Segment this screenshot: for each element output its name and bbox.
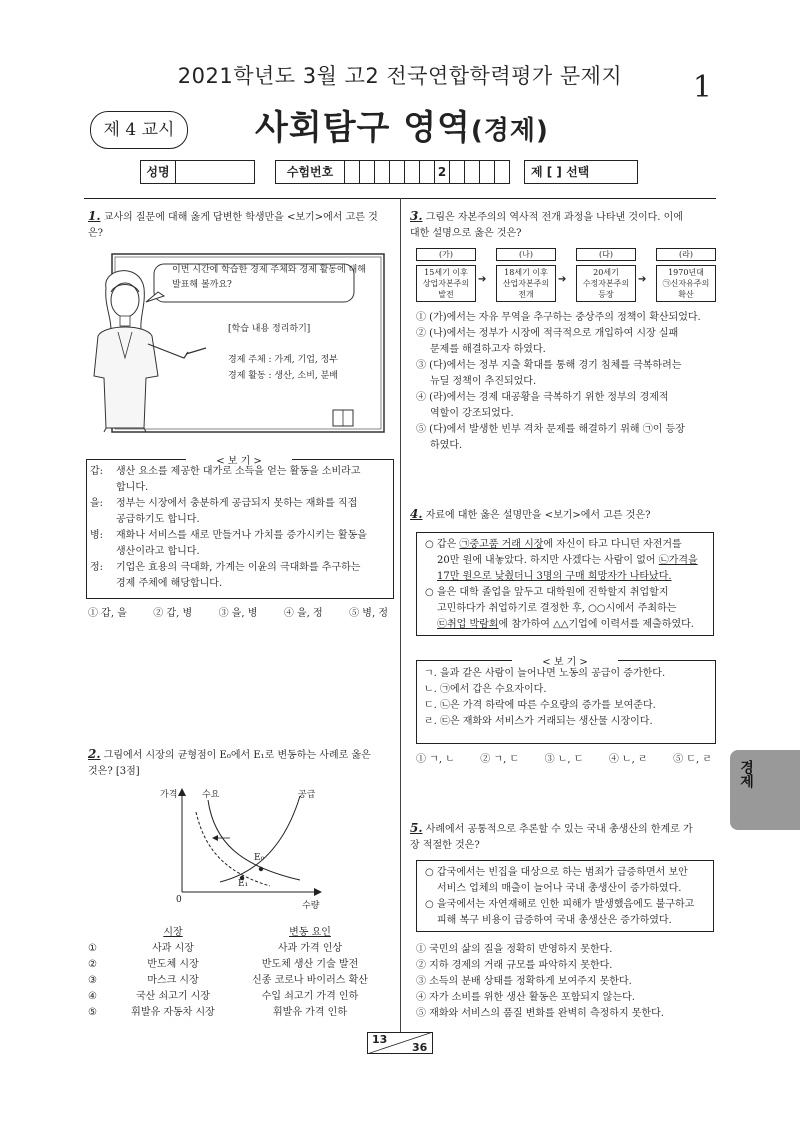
- exam-no-box[interactable]: [390, 160, 405, 184]
- q5-options: [416, 942, 716, 1022]
- q1-bogi-item: 을: 정부는 시장에서 충분하게 공급되지 못하는 재화를 직접 공급하기도 합니다.: [90, 498, 358, 525]
- q1-option[interactable]: ① 갑, 을: [88, 608, 127, 619]
- graph-y-label: 가격: [160, 790, 178, 800]
- q3-number: 3.: [410, 209, 423, 223]
- q4-case-box: [416, 532, 714, 636]
- q1-bogi-item: 갑: 생산 요소를 제공한 대가로 소득을 얻는 활동을 소비라고 합니다.: [90, 466, 361, 493]
- q3-stem: [410, 208, 716, 242]
- q5-stem-l1: 사례에서 공통적으로 추론할 수 있는 국내 총생산의 한계로 가: [425, 824, 693, 835]
- q5-stem-l2: 장 적절한 것은?: [410, 840, 480, 851]
- exam-no-box[interactable]: [480, 160, 495, 184]
- q4-bogi-list: [424, 666, 712, 730]
- choice-label[interactable]: 제 [ ] 선택: [524, 160, 638, 184]
- q5-option[interactable]: ④ 자가 소비를 위한 생산 활동은 포함되지 않는다.: [416, 992, 635, 1003]
- q1-bogi-list: [90, 464, 390, 592]
- q1-stem: [88, 208, 392, 242]
- q4-options: [416, 752, 712, 768]
- q2-stem: [88, 746, 392, 780]
- graph-origin: 0: [176, 895, 182, 905]
- exam-no-box[interactable]: [495, 160, 510, 184]
- flow-arrow-icon: ➔: [478, 274, 487, 285]
- q3-option[interactable]: ① (가)에서는 자유 무역을 추구하는 중상주의 정책이 확산되었다.: [416, 312, 701, 323]
- q1-options: [88, 606, 388, 622]
- q4-bogi-item: ㄱ. 을과 같은 사람이 늘어나면 노동의 공급이 증가한다.: [424, 668, 666, 679]
- flow-stage: (다) 20세기 수정자본주의 등장: [576, 248, 636, 298]
- capitalism-flow: [416, 248, 716, 298]
- q4-case2: ○ 을은 대학 졸업을 앞두고 대학원에 진학할지 취업할지 고민하다가 취업하기로 결정한 후, ○○시에서 주최하는 ㉢취업 박람회에 참가하여 △△기업에 이력서를 제출하였다.: [425, 587, 694, 630]
- supply-demand-graph: [150, 782, 350, 912]
- flow-arrow-icon: ➔: [638, 274, 647, 285]
- page-number: 1: [692, 70, 712, 105]
- q5-stem: [410, 820, 716, 854]
- q2-stem-l1: 그림에서 시장의 균형점이 E₀에서 E₁로 변동하는 사례로 옳은: [103, 750, 371, 761]
- q2-col-factor: 변동 요인: [289, 927, 331, 938]
- q2-table-row[interactable]: ⑤ 휘발유 자동차 시장 휘발유 가격 인하: [88, 1007, 347, 1018]
- q4-bogi-title: < 보 기 >: [512, 653, 618, 668]
- q2-table-row[interactable]: ② 반도체 시장 반도체 생산 기술 발전: [88, 959, 359, 970]
- column-divider: [400, 198, 401, 1036]
- q3-stem-l1: 그림은 자본주의의 역사적 전개 과정을 나타낸 것이다. 이에: [425, 212, 683, 223]
- q5-option[interactable]: ⑤ 재화와 서비스의 품질 변화를 완벽히 측정하지 못한다.: [416, 1008, 664, 1019]
- flow-arrow-icon: ➔: [558, 274, 567, 285]
- exam-title: 2021학년도 3월 고2 전국연합학력평가 문제지: [177, 64, 623, 88]
- q1-option[interactable]: ④ 을, 정: [283, 608, 323, 619]
- q1-bogi-item: 정: 기업은 효용의 극대화, 가계는 이윤의 극대화를 추구하는 경제 주체에 해당합니다.: [90, 562, 361, 589]
- q2-table-row[interactable]: ④ 국산 쇠고기 시장 수입 쇠고기 가격 인하: [88, 991, 359, 1002]
- q1-board-head: [학습 내용 정리하기]: [228, 324, 311, 334]
- graph-e1-label: E₁: [238, 879, 249, 889]
- exam-no-box[interactable]: [465, 160, 480, 184]
- q4-bogi-item: ㄴ. ㉠에서 갑은 수요자이다.: [424, 684, 547, 695]
- q2-table-header: [88, 925, 392, 941]
- exam-no-box[interactable]: [405, 160, 420, 184]
- flow-stage: (나) 18세기 이후 산업자본주의 전개: [496, 248, 556, 298]
- page-counter-total: 36: [412, 1041, 428, 1054]
- q5-option[interactable]: ① 국민의 삶의 질을 정확히 반영하지 못한다.: [416, 944, 613, 955]
- q4-number: 4.: [410, 507, 423, 521]
- q4-option[interactable]: ② ㄱ, ㄷ: [480, 754, 520, 765]
- exam-no-box[interactable]: [450, 160, 465, 184]
- q4-bogi-item: ㄷ. ㉡은 가격 하락에 따른 수요량의 증가를 보여준다.: [424, 700, 656, 711]
- q4-stem: [410, 506, 716, 524]
- q4-option[interactable]: ⑤ ㄷ, ㄹ: [673, 754, 712, 765]
- exam-no-label: 수험번호: [275, 160, 345, 184]
- demand-curve: [208, 800, 300, 880]
- q4-bogi-item: ㄹ. ㉢은 재화와 서비스가 거래되는 생산물 시장이다.: [424, 716, 653, 727]
- q1-stem-text: 교사의 질문에 대해 옳게 답변한 학생만을 <보기>에서 고른 것은?: [88, 212, 378, 239]
- graph-x-label: 수량: [302, 901, 320, 911]
- exam-no-box[interactable]: [420, 160, 435, 184]
- q1-bogi-title: < 보 기 >: [186, 452, 292, 467]
- q4-option[interactable]: ① ㄱ, ㄴ: [416, 754, 455, 765]
- subject-side-tab: [730, 750, 800, 830]
- q2-table-row[interactable]: ③ 마스크 시장 신종 코로나 바이러스 확산: [88, 975, 368, 986]
- exam-no-digit: 2: [435, 160, 450, 184]
- q1-number: 1.: [88, 209, 101, 223]
- q5-case1: ○ 갑국에서는 빈집을 대상으로 하는 범죄가 급증하면서 보안 서비스 업체의 매출이 늘어나 국내 총생산이 증가하였다.: [425, 867, 688, 894]
- e0-point: [259, 867, 263, 871]
- graph-supply-label: 공급: [298, 790, 316, 800]
- q3-option[interactable]: ④ (라)에서는 경제 대공황을 극복하기 위한 정부의 경제적 역할이 강조되었다.: [416, 392, 669, 419]
- q2-col-market: 시장: [163, 927, 183, 938]
- q4-case1: ○ 갑은 ㉠중고품 거래 시장에 자신이 타고 다니던 자전거를 20만 원에 내놓았다. 하지만 사겠다는 사람이 없어 ㉡가격을 17만 원으로 낮췄더니 3명의 구매 희망자가 나타났다.: [425, 539, 698, 582]
- q5-case-box: [416, 860, 714, 932]
- subject-main: 사회탐구 영역: [255, 108, 471, 148]
- q1-board-line2: 경제 활동 : 생산, 소비, 분배: [228, 371, 338, 381]
- q5-option[interactable]: ③ 소득의 분배 상태를 정확하게 보여주지 못한다.: [416, 976, 632, 987]
- q1-bubble-text: 이번 시간에 학습한 경제 주체와 경제 활동에 대해 발표해 볼까요?: [172, 265, 366, 290]
- graph-e0-label: E₀: [254, 853, 265, 863]
- q5-option[interactable]: ② 지하 경제의 거래 규모를 파악하지 못한다.: [416, 960, 613, 971]
- subject-title: [255, 100, 549, 149]
- subject-paren: (경제): [470, 116, 549, 146]
- flow-stage: (라) 1970년대 ㉠신자유주의 확산: [656, 248, 716, 298]
- name-field[interactable]: [176, 160, 255, 184]
- q2-table: [88, 925, 392, 1021]
- q5-number: 5.: [410, 821, 423, 835]
- q1-board-line1: 경제 주체 : 가계, 기업, 정부: [228, 355, 338, 365]
- q3-option[interactable]: ② (나)에서는 정부가 시장에 적극적으로 개입하여 시장 실패 문제를 해결하고자 하였다.: [416, 328, 679, 355]
- q1-option[interactable]: ⑤ 병, 정: [349, 608, 388, 619]
- q1-bogi-item: 병: 재화나 서비스를 새로 만들거나 가치를 증가시키는 활동을 생산이라고 합니다.: [90, 530, 367, 557]
- exam-no-box[interactable]: [375, 160, 390, 184]
- graph-demand-label: 수요: [202, 790, 220, 800]
- exam-no-box[interactable]: [345, 160, 360, 184]
- q3-option[interactable]: ⑤ (다)에서 발생한 빈부 격차 문제를 해결하기 위해 ㉠이 등장 하였다.: [416, 424, 685, 451]
- page-counter-current: 13: [372, 1033, 388, 1046]
- id-row: [140, 160, 638, 184]
- q2-number: 2.: [88, 747, 101, 761]
- q3-option[interactable]: ③ (다)에서는 정부 지출 확대를 통해 경기 침체를 극복하려는 뉴딜 정책이 추진되었다.: [416, 360, 682, 387]
- q2-stem-l2: 것은? [3점]: [88, 766, 140, 777]
- q5-case2: ○ 을국에서는 자연재해로 인한 피해가 발생했음에도 불구하고 피해 복구 비용이 급증하여 국내 총생산은 증가하였다.: [425, 899, 695, 926]
- q4-option[interactable]: ④ ㄴ, ㄹ: [608, 754, 648, 765]
- q3-stem-l2: 대한 설명으로 옳은 것은?: [410, 228, 522, 239]
- name-label: 성명: [140, 160, 176, 184]
- q4-stem-text: 자료에 대한 옳은 설명만을 <보기>에서 고른 것은?: [425, 510, 651, 521]
- q1-option[interactable]: ③ 을, 병: [218, 608, 258, 619]
- q3-options: [416, 310, 716, 454]
- q2-table-row[interactable]: ① 사과 시장 사과 가격 인상: [88, 943, 343, 954]
- flow-stage: (가) 15세기 이후 상업자본주의 발전: [416, 248, 476, 298]
- period-badge: 제 4 교시: [90, 111, 188, 149]
- exam-no-box[interactable]: [360, 160, 375, 184]
- q4-option[interactable]: ③ ㄴ, ㄷ: [544, 754, 584, 765]
- q1-option[interactable]: ② 갑, 병: [153, 608, 193, 619]
- shifted-demand-curve: [196, 812, 270, 886]
- subject-side-tab-label: 경제: [738, 760, 754, 788]
